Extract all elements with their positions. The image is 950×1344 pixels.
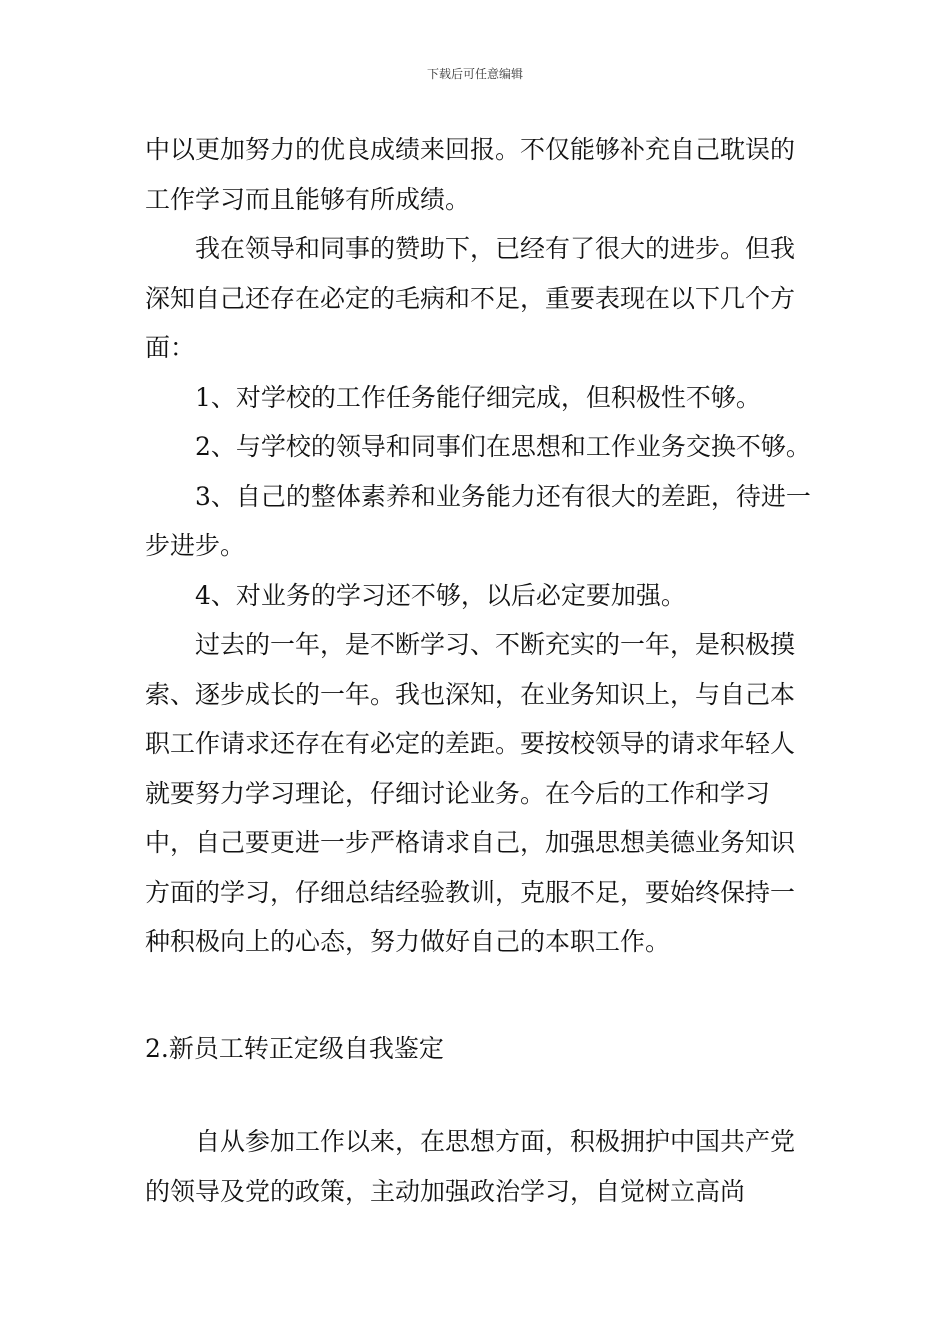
paragraph: 过去的一年，是不断学习、不断充实的一年，是积极摸索、逐步成长的一年。我也深知，在业务知识上，与自己本职工作请求还存在有必定的差距。要按校领导的请求年轻人就要努力学习理论，仔细讨论业务。在今后的工作和学习中，自己要更进一步严格请求自己，加强思想美德业务知识方面的学习，仔细总结经验教训，克服不足，要始终保持一种积极向上的心态，努力做好自己的本职工作。 (145, 630, 796, 956)
page-header: 下载后可任意编辑 (426, 67, 523, 81)
paragraph: 自从参加工作以来，在思想方面，积极拥护中国共产党的领导及党的政策，主动加强政治学习，自觉树立高尚 (145, 1127, 796, 1206)
section-body (145, 1117, 815, 1216)
body-text (145, 125, 815, 967)
paragraph: 中以更加努力的优良成绩来回报。不仅能够补充自己耽误的工作学习而且能够有所成绩。 (145, 135, 796, 214)
paragraph: 我在领导和同事的赞助下，已经有了很大的进步。但我深知自己还存在必定的毛病和不足，重要表现在以下几个方面： (145, 234, 796, 362)
list-item: 2、与学校的领导和同事们在思想和工作业务交换不够。 (195, 432, 811, 461)
section-heading: 2.新员工转正定级自我鉴定 (145, 1034, 444, 1063)
list-item: 3、自己的整体素养和业务能力还有很大的差距，待进一步进步。 (145, 481, 811, 560)
list-item: 1、对学校的工作任务能仔细完成，但积极性不够。 (195, 382, 761, 412)
list-item: 4、对业务的学习还不够，以后必定要加强。 (195, 580, 686, 610)
